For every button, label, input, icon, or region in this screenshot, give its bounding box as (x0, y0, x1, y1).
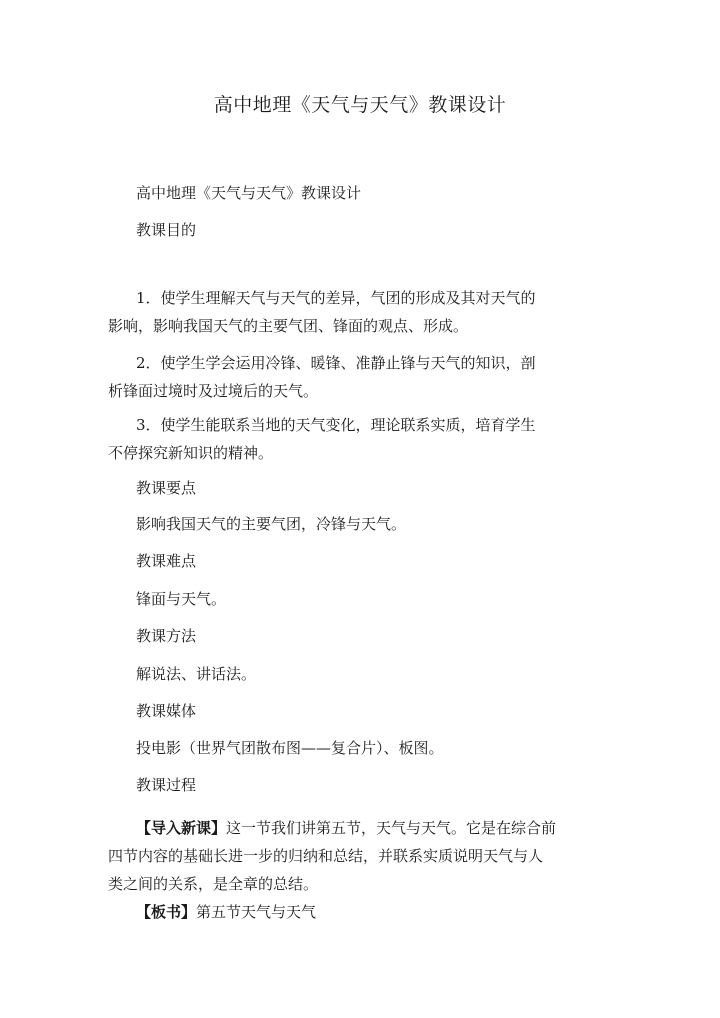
methods-text: 解说法、讲话法。 (136, 665, 257, 683)
objective-2-line-2: 析锋面过境时及过境后的天气。 (108, 382, 319, 400)
objective-item (108, 411, 578, 467)
objective-3-line-2: 不停探究新知识的精神。 (108, 444, 274, 462)
media-text: 投电影（世界气团散布图——复合片）、板图。 (136, 739, 444, 757)
process-heading: 教课过程 (136, 776, 197, 794)
objective-item (108, 349, 578, 405)
document-title: 高中地理《天气与天气》教课设计 (213, 94, 507, 116)
methods-heading: 教课方法 (136, 627, 197, 645)
objective-2-line-1: 2．使学生学会运用冷锋、暖锋、准静止锋与天气的知识，剖 (136, 354, 536, 372)
intro-line-1: 这一节我们讲第五节，天气与天气。它是在综合前 (226, 819, 557, 837)
intro-line-2: 四节内容的基础长进一步的归纳和总结，并联系实质说明天气与人 (108, 847, 544, 865)
media-heading: 教课媒体 (136, 702, 197, 720)
key-points-heading: 教课要点 (136, 479, 197, 497)
intro-paragraph (108, 814, 578, 898)
difficulties-text: 锋面与天气。 (136, 590, 227, 608)
board-note (136, 898, 316, 926)
objective-1-line-2: 影响，影响我国天气的主要气团、锋面的观点、形成。 (108, 317, 469, 335)
document-subtitle: 高中地理《天气与天气》教课设计 (136, 184, 362, 202)
objective-item (108, 284, 578, 340)
key-points-text: 影响我国天气的主要气团，冷锋与天气。 (136, 515, 407, 533)
board-tag: 【板书】 (136, 903, 197, 921)
objective-1-line-1: 1．使学生理解天气与天气的差异，气团的形成及其对天气的 (136, 289, 536, 307)
intro-tag: 【导入新课】 (136, 819, 227, 837)
intro-line-3: 类之间的关系，是全章的总结。 (108, 875, 319, 893)
objectives-heading: 教课目的 (136, 221, 197, 239)
objective-3-line-1: 3．使学生能联系当地的天气变化，理论联系实质，培育学生 (136, 416, 536, 434)
difficulties-heading: 教课难点 (136, 552, 197, 570)
board-text: 第五节天气与天气 (196, 903, 317, 921)
